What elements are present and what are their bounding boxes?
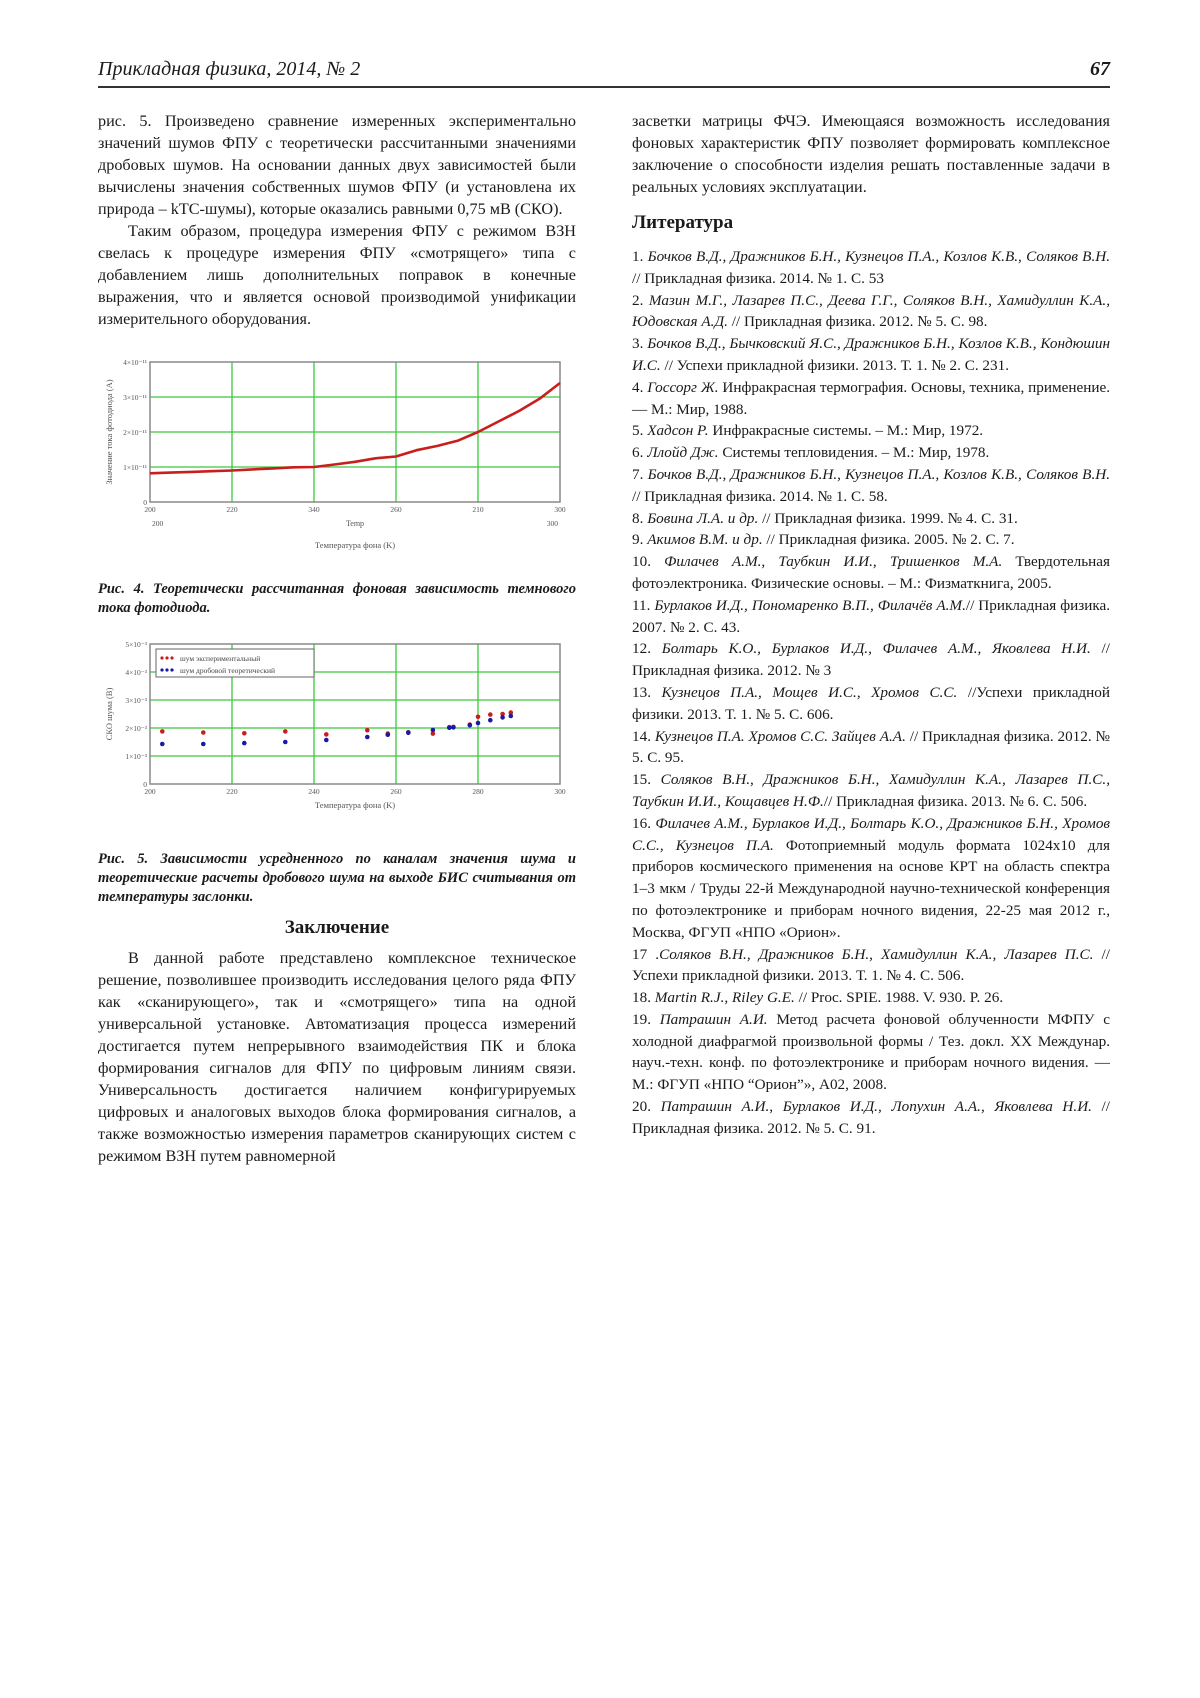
reference-item xyxy=(632,464,1110,508)
reference-number: 6. xyxy=(632,444,648,462)
x-tick-label: 220 xyxy=(226,787,238,796)
x-range-min-label: 200 xyxy=(152,519,164,528)
reference-source: Инфракрасная термография. Основы, техника, применение. — М.: Мир, 1988. xyxy=(632,378,1110,418)
reference-source: // Прикладная физика. 2013. № 6. С. 506. xyxy=(823,792,1088,810)
y-tick-label: 2×10⁻¹¹ xyxy=(123,428,147,437)
fig5-chart xyxy=(98,636,576,826)
x-tick-label: 280 xyxy=(472,787,484,796)
theoretical-point xyxy=(451,725,456,730)
reference-authors: Martin R.J., Riley G.E. xyxy=(654,989,795,1007)
reference-item xyxy=(632,377,1110,421)
x-tick-label: 200 xyxy=(144,505,156,514)
y-axis-title: СКО шума (В) xyxy=(104,687,114,741)
reference-source: // Прикладная физика. 2012. № 3 xyxy=(632,640,1110,680)
y-tick-label: 0 xyxy=(143,498,147,507)
y-tick-label: 1×10⁻¹¹ xyxy=(123,463,147,472)
reference-source: Системы тепловидения. – М.: Мир, 1978. xyxy=(718,444,990,462)
theoretical-point xyxy=(201,742,206,747)
theoretical-point xyxy=(386,732,391,737)
theoretical-point xyxy=(431,728,436,733)
figure-4 xyxy=(98,354,576,618)
reference-source: // Прикладная физика. 2014. № 1. С. 58. xyxy=(632,487,888,505)
reference-source: // Proc. SPIE. 1988. V. 930. P. 26. xyxy=(794,989,1004,1007)
reference-item xyxy=(632,638,1110,682)
literature-title: Литература xyxy=(632,212,734,233)
reference-authors: Хадсон Р. xyxy=(647,422,709,440)
reference-item xyxy=(632,813,1110,944)
reference-item xyxy=(632,987,1110,1009)
theoretical-point xyxy=(160,742,165,747)
reference-authors: Ллойд Дж. xyxy=(647,444,719,462)
reference-source: // Прикладная физика. 2012. № 5. С. 91. xyxy=(632,1098,1110,1137)
reference-source: // Прикладная физика. 2007. № 2. С. 43. xyxy=(632,596,1111,636)
experimental-point xyxy=(201,730,206,735)
reference-item xyxy=(632,944,1110,988)
legend-marker xyxy=(170,656,173,659)
theoretical-point xyxy=(488,718,493,723)
experimental-point xyxy=(160,729,165,734)
x-tick-label: 210 xyxy=(472,505,484,514)
reference-number: 13. xyxy=(632,683,662,701)
reference-number: 1. xyxy=(632,248,648,265)
experimental-point xyxy=(242,731,247,736)
y-tick-label: 4×10⁻¹¹ xyxy=(123,358,147,367)
reference-number: 2. xyxy=(632,291,649,309)
x-tick-label: 220 xyxy=(226,505,238,514)
reference-number: 10. xyxy=(632,553,665,571)
reference-item xyxy=(632,246,1110,290)
theoretical-point xyxy=(509,714,514,719)
reference-source: // Успехи прикладной физики. 2013. Т. 1. № 4. С. 506. xyxy=(632,945,1110,985)
reference-item xyxy=(632,333,1110,377)
conclusion-paragraph: В данной работе представлено комплексное техническое решение, позволившее производить исследования целого ряда ФПУ как «сканирующего», так и «смотрящего» типа на одной универсальной установке. Автоматизация процесса измерений достигается путем непрерывного взаимодействия ПК и блока формирования сигналов для ФПУ по цифровым линиям связи. Универсальность достигается наличием конфигурируемых цифровых и аналоговых выходов блока формирования сигналов, а также возможностью измерения параметров сканирующих систем с режимом ВЗН путем равномерной xyxy=(98,949,576,1165)
fig5-svg xyxy=(98,636,576,826)
reference-authors: Филачев А.М., Бурлаков И.Д., Болтарь К.О., Дражников Б.Н., Хромов С.С., Кузнецов П.А. xyxy=(632,814,1111,854)
reference-source: // Прикладная физика. 2012. № 5. С. 95. xyxy=(632,727,1110,767)
x-axis-title: Температура фона (K) xyxy=(314,540,396,550)
reference-item xyxy=(632,551,1110,595)
reference-item xyxy=(632,726,1110,770)
legend-marker xyxy=(160,656,163,659)
reference-number: 16. xyxy=(632,814,656,832)
reference-item xyxy=(632,769,1110,813)
legend-marker xyxy=(170,668,173,671)
reference-number: 19. xyxy=(632,1010,660,1028)
x-tick-label: 300 xyxy=(554,505,566,514)
fig4-svg xyxy=(98,354,576,564)
reference-authors: Соляков В.Н., Дражников Б.Н., Хамидуллин К.А., Лазарев П.С., Таубкин И.И., Кощавцев Н.Ф. xyxy=(632,771,1110,810)
theoretical-point xyxy=(406,731,411,736)
legend-label: шум экспериментальный xyxy=(180,654,261,663)
reference-item xyxy=(632,1096,1110,1140)
page-header xyxy=(98,56,1110,88)
legend-marker xyxy=(165,656,168,659)
reference-authors: Патрашин А.И., Бурлаков И.Д., Лопухин А.А., Яковлева Н.И. xyxy=(660,1098,1092,1116)
reference-item xyxy=(632,1009,1110,1096)
theoretical-point xyxy=(324,738,329,743)
theoretical-point xyxy=(365,735,370,740)
legend xyxy=(156,649,314,677)
reference-source: Инфракрасные системы. – М.: Мир, 1972. xyxy=(708,422,984,440)
paragraph: Таким образом, процедура измерения ФПУ с режимом ВЗН свелась к процедуре измерения ФПУ «смотрящего» типа с добавлением лишь дополнительных поправок в конечные выражения, что и является основой производимой унификации измерительного оборудования. xyxy=(98,222,576,328)
reference-authors: Бочков В.Д., Дражников Б.Н., Кузнецов П.А., Козлов К.В., Соляков В.Н. xyxy=(647,248,1111,265)
reference-item xyxy=(632,595,1110,639)
y-tick-label: 0 xyxy=(143,780,147,789)
reference-number: 12. xyxy=(632,640,662,658)
legend-marker xyxy=(160,668,163,671)
reference-number: 11. xyxy=(632,596,655,614)
y-tick-label: 3×10⁻¹¹ xyxy=(123,393,147,402)
x-range-max-label: 300 xyxy=(546,519,558,528)
y-tick-label: 4×10⁻³ xyxy=(125,668,147,677)
x-tick-label: 300 xyxy=(554,787,566,796)
reference-authors: Госсорг Ж. xyxy=(647,378,719,396)
reference-authors: Бочков В.Д., Бычковский Я.С., Дражников Б.Н., Козлов К.В., Кондюшин И.С. xyxy=(632,335,1110,374)
reference-source: // Прикладная физика. 1999. № 4. С. 31. xyxy=(758,509,1018,527)
right-column xyxy=(632,110,1110,1140)
reference-source: Метод расчета фоновой облученности МФПУ с холодной диафрагмой произвольной формы / Тез. докл. XX Междунар. науч.-техн. конф. по фотоэлектронике и приборам ночного видения. — М.: ФГУП «НПО “Орион”», А02, 2008. xyxy=(632,1010,1111,1094)
theoretical-point xyxy=(283,740,288,745)
reference-number: 17 . xyxy=(632,945,660,963)
journal-title: Прикладная физика, 2014, № 2 xyxy=(98,58,361,80)
reference-number: 5. xyxy=(632,422,648,440)
reference-source: // Успехи прикладной физики. 2013. Т. 1. № 2. С. 231. xyxy=(660,356,1009,374)
left-column xyxy=(98,110,576,1167)
fig4-chart xyxy=(98,354,576,564)
theoretical-point xyxy=(500,715,505,720)
paragraph: засветки матрицы ФЧЭ. Имеющаяся возможность исследования фоновых характеристик ФПУ позволяет формировать комплексное заключение о способности изделия решать поставленные задачи в реальных условиях эксплуатации. xyxy=(632,112,1110,196)
figure-5-caption: Рис. 5. Зависимости усредненного по каналам значения шума и теоретические расчеты дробового шума на выходе БИС считывания от температуры заслонки. xyxy=(98,851,576,905)
x-variable-label: Temp xyxy=(345,519,365,528)
reference-item xyxy=(632,682,1110,726)
experimental-point xyxy=(324,732,329,737)
paragraph: рис. 5. Произведено сравнение измеренных экспериментально значений шумов ФПУ с теоретически рассчитанными значениями дробовых шумов. На основании данных двух зависимостей были вычислены значения собственных шумов ФПУ (и установлена их природа – kTC-шумы), которые оказались равными 0,75 мВ (СКО). xyxy=(98,112,576,218)
reference-item xyxy=(632,508,1110,530)
y-tick-label: 3×10⁻³ xyxy=(125,696,147,705)
reference-authors: Кузнецов П.А. Хромов С.С. Зайцев А.А. xyxy=(654,727,906,745)
reference-number: 8. xyxy=(632,509,648,527)
page-number: 67 xyxy=(1090,58,1110,80)
reference-authors: Филачев А.М., Таубкин И.И., Тришенков М.А. xyxy=(664,553,1003,571)
reference-item xyxy=(632,529,1110,551)
reference-source: //Успехи прикладной физики. 2013. Т. 1. № 5. С. 606. xyxy=(632,683,1111,723)
experimental-point xyxy=(283,729,288,734)
x-tick-label: 340 xyxy=(308,505,320,514)
legend-marker xyxy=(165,668,168,671)
theoretical-point xyxy=(468,723,473,728)
y-tick-label: 1×10⁻³ xyxy=(125,752,147,761)
reference-number: 4. xyxy=(632,378,648,396)
reference-number: 7. xyxy=(632,465,648,483)
section-title-conclusion: Заключение xyxy=(284,917,390,938)
x-tick-label: 260 xyxy=(390,787,402,796)
experimental-point xyxy=(476,715,481,720)
figure-5 xyxy=(98,636,576,907)
x-tick-label: 200 xyxy=(144,787,156,796)
figure-4-caption: Рис. 4. Теоретически рассчитанная фоновая зависимость темнового тока фотодиода. xyxy=(98,581,576,616)
reference-authors: Соляков В.Н., Дражников Б.Н., Хамидуллин К.А., Лазарев П.С. xyxy=(659,945,1094,963)
reference-authors: Бурлаков И.Д., Пономаренко В.П., Филачёв А.М. xyxy=(654,596,966,614)
reference-source: Твердотельная фотоэлектроника. Физические основы. – М.: Физматкнига, 2005. xyxy=(632,553,1110,592)
x-tick-label: 240 xyxy=(308,787,320,796)
reference-source: // Прикладная физика. 2014. № 1. С. 53 xyxy=(632,269,884,287)
reference-item xyxy=(632,290,1110,334)
reference-authors: Бовина Л.А. и др. xyxy=(647,509,759,527)
y-tick-label: 5×10⁻³ xyxy=(125,640,147,649)
x-tick-label: 260 xyxy=(390,505,402,514)
y-axis-title: Значение тока фотодиода (A) xyxy=(104,379,114,485)
reference-authors: Болтарь К.О., Бурлаков И.Д., Филачев А.М., Яковлева Н.И. xyxy=(661,640,1091,658)
theoretical-point xyxy=(447,725,452,730)
reference-number: 20. xyxy=(632,1098,661,1116)
reference-authors: Акимов В.М. и др. xyxy=(647,531,763,549)
reference-source: // Прикладная физика. 2012. № 5. С. 98. xyxy=(727,313,988,331)
reference-item xyxy=(632,442,1110,464)
y-tick-label: 2×10⁻³ xyxy=(125,724,147,733)
reference-authors: Мазин М.Г., Лазарев П.С., Деева Г.Г., Соляков В.Н., Хамидуллин К.А., Юдовская А.Д. xyxy=(632,291,1110,331)
reference-number: 14. xyxy=(632,727,655,745)
reference-list xyxy=(632,246,1110,1140)
reference-number: 9. xyxy=(632,531,648,549)
reference-source: Фотоприемный модуль формата 1024x10 для приборов космического применения на основе КРТ на область спектра 1–3 мкм / Труды 22-й Международной научно-технической конференция по фотоэлектронике и приборам ночного видения, 22-25 мая 2012 г., Москва, ФГУП «НПО «Орион». xyxy=(632,836,1110,941)
reference-source: // Прикладная физика. 2005. № 2. С. 7. xyxy=(762,531,1015,549)
theoretical-point xyxy=(242,741,247,746)
legend-label: шум дробовой теоретический xyxy=(180,666,276,675)
reference-number: 18. xyxy=(632,989,655,1007)
reference-number: 3. xyxy=(632,335,648,353)
reference-number: 15. xyxy=(632,771,661,789)
reference-authors: Кузнецов П.А., Мощев И.С., Хромов С.С. xyxy=(661,683,958,701)
experimental-point xyxy=(488,712,493,717)
theoretical-point xyxy=(476,721,481,726)
reference-authors: Патрашин А.И. xyxy=(659,1010,768,1028)
reference-item xyxy=(632,420,1110,442)
experimental-point xyxy=(365,728,370,733)
x-axis-title: Температура фона (K) xyxy=(314,800,396,810)
reference-authors: Бочков В.Д., Дражников Б.Н., Кузнецов П.А., Козлов К.В., Соляков В.Н. xyxy=(647,465,1111,483)
